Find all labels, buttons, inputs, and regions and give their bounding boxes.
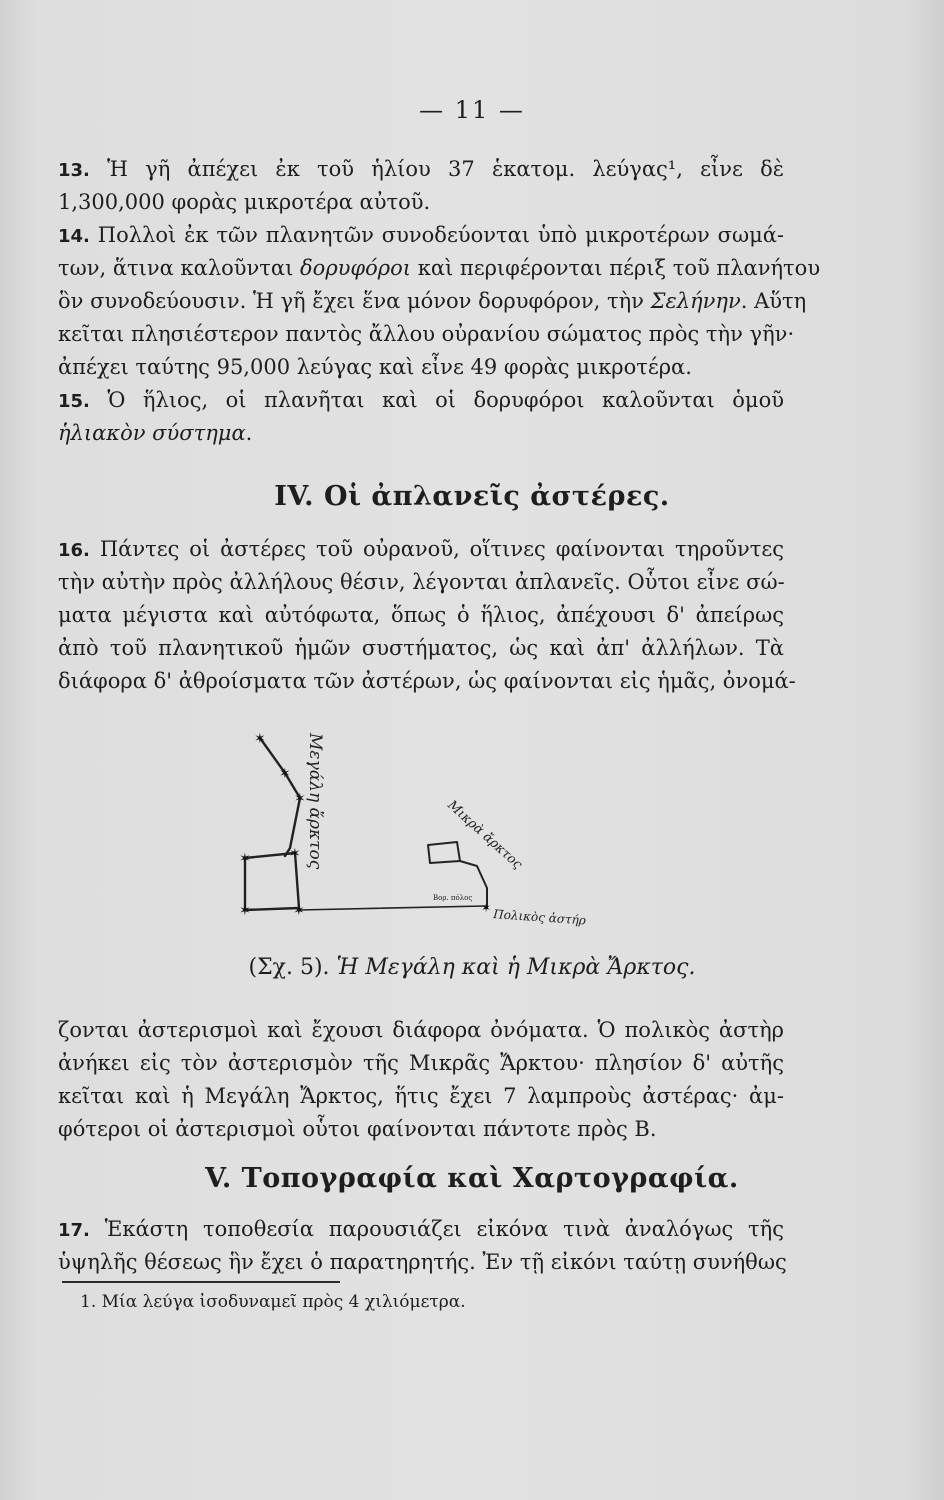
paragraph-14-line-5: ἀπέχει ταύτης 95,000 λεύγας καὶ εἶνε 49 φορὰς μικροτέρα. — [58, 355, 692, 379]
paragraph-14-line-2: των, ἅτινα καλοῦνται δορυφόροι καὶ περιφέρονται πέριξ τοῦ πλανήτου — [58, 256, 821, 280]
section-number-15: 15. — [58, 391, 90, 412]
star-icon: ✶ — [239, 851, 251, 867]
star-markers — [239, 731, 491, 919]
footnote: 1. Μία λεύγα ἰσοδυναμεῖ πρὸς 4 χιλιόμετρα. — [80, 1292, 466, 1312]
figure-number: (Σχ. 5). — [248, 955, 330, 980]
big-dipper-lines — [245, 738, 485, 910]
paragraph-16-line-2: τὴν αὐτὴν πρὸς ἀλλήλους θέσιν, λέγονται ἀπλανεῖς. Οὗτοι εἶνε σώ- — [58, 570, 785, 594]
paragraph-15-line-1: 15. Ὁ ἥλιος, οἱ πλανῆται καὶ οἱ δορυφόροι καλοῦνται ὁμοῦ — [58, 388, 784, 412]
term-solar-system: ἡλιακὸν σύστημα — [58, 421, 246, 445]
footnote-divider — [62, 1281, 340, 1283]
star-icon: ✶ — [294, 791, 306, 807]
section-number-17: 17. — [58, 1220, 90, 1241]
paragraph-16-line-5: διάφορα δ' ἀθροίσματα τῶν ἀστέρων, ὡς φαίνονται εἰς ἡμᾶς, ὀνομά- — [58, 669, 796, 693]
paragraph-16b-line-3: κεῖται καὶ ἡ Μεγάλη Ἄρκτος, ἥτις ἔχει 7 λαμπροὺς ἀστέρας· ἀμ- — [58, 1084, 784, 1108]
pointer-label: Βορ. πόλος — [433, 894, 473, 902]
star-icon: ✶ — [254, 731, 266, 747]
paragraph-13-line-1: 13. Ἡ γῆ ἀπέχει ἐκ τοῦ ἡλίου 37 ἑκατομ. λεύγας¹, εἶνε δὲ — [58, 157, 784, 181]
little-bear-label: Μικρὰ ἄρκτος — [444, 797, 525, 873]
paragraph-14-line-3: ὃν συνοδεύουσιν. Ἡ γῆ ἔχει ἕνα μόνον δορυφόρον, τὴν Σελήνην. Αὕτη — [58, 289, 807, 313]
section-number-13: 13. — [58, 160, 90, 181]
figure-caption — [0, 955, 944, 980]
term-moon: Σελήνην — [650, 289, 741, 313]
paragraph-16b-line-4: φότεροι οἱ ἀστερισμοὶ οὗτοι φαίνονται πάντοτε πρὸς Β. — [58, 1117, 657, 1141]
paragraph-16b-line-1: ζονται ἀστερισμοὶ καὶ ἔχουσι διάφορα ὀνόματα. Ὁ πολικὸς ἀστὴρ — [58, 1018, 784, 1042]
paragraph-17-line-2: ὑψηλῆς θέσεως ἣν ἔχει ὁ παρατηρητής. Ἐν τῇ εἰκόνι ταύτῃ συνήθως — [58, 1250, 787, 1274]
star-icon: ✶ — [289, 846, 301, 862]
paragraph-16-line-4: ἀπὸ τοῦ πλανητικοῦ ἡμῶν συστήματος, ὡς καὶ ἀπ' ἀλλήλων. Τὰ — [58, 636, 784, 660]
text-block-17 — [58, 1213, 787, 1279]
text-block-top — [58, 153, 821, 450]
star-icon: ✶ — [279, 766, 291, 782]
term-satellites: δορυφόροι — [300, 256, 411, 280]
polar-star-icon: ✶ — [481, 901, 492, 915]
section-number-16: 16. — [58, 540, 90, 561]
paragraph-14-line-1: 14. Πολλοὶ ἐκ τῶν πλανητῶν συνοδεύονται ὑπὸ μικροτέρων σωμά- — [58, 223, 784, 247]
figure-title: Ἡ Μεγάλη καὶ ἡ Μικρὰ Ἄρκτος. — [336, 955, 696, 980]
paragraph-17-line-1: 17. Ἑκάστη τοποθεσία παρουσιάζει εἰκόνα τινὰ ἀναλόγως τῆς — [58, 1217, 784, 1241]
section-heading-v: V. Τοπογραφία καὶ Χαρτογραφία. — [205, 1163, 739, 1194]
constellation-figure — [235, 718, 615, 938]
paragraph-13-line-2: 1,300,000 φορὰς μικροτέρα αὐτοῦ. — [58, 190, 431, 214]
paragraph-16b-line-2: ἀνήκει εἰς τὸν ἀστερισμὸν τῆς Μικρᾶς Ἄρκτου· πλησίον δ' αὐτῆς — [58, 1051, 784, 1075]
text-block-16-continued — [58, 1014, 784, 1146]
polar-star-label: Πολικὸς ἀστήρ — [492, 907, 587, 928]
paragraph-14-line-4: κεῖται πλησιέστερον παντὸς ἄλλου οὐρανίου σώματος πρὸς τὴν γῆν· — [58, 322, 795, 346]
great-bear-label: Μεγάλη ἄρκτος — [305, 733, 325, 870]
paragraph-16-line-3: ματα μέγιστα καὶ αὐτόφωτα, ὅπως ὁ ἥλιος, ἀπέχουσι δ' ἀπείρως — [58, 603, 784, 627]
star-icon: ✶ — [239, 903, 251, 919]
star-icon: ✶ — [293, 903, 305, 919]
paragraph-16-line-1: 16. Πάντες οἱ ἀστέρες τοῦ οὐρανοῦ, οἵτινες φαίνονται τηροῦντες — [58, 537, 784, 561]
paragraph-15-line-2: ἡλιακὸν σύστημα. — [58, 421, 253, 445]
page-number: — 11 — — [419, 96, 525, 124]
section-heading-iv: IV. Οἱ ἀπλανεῖς ἀστέρες. — [274, 481, 670, 512]
text-block-16 — [58, 533, 796, 698]
section-number-14: 14. — [58, 226, 90, 247]
